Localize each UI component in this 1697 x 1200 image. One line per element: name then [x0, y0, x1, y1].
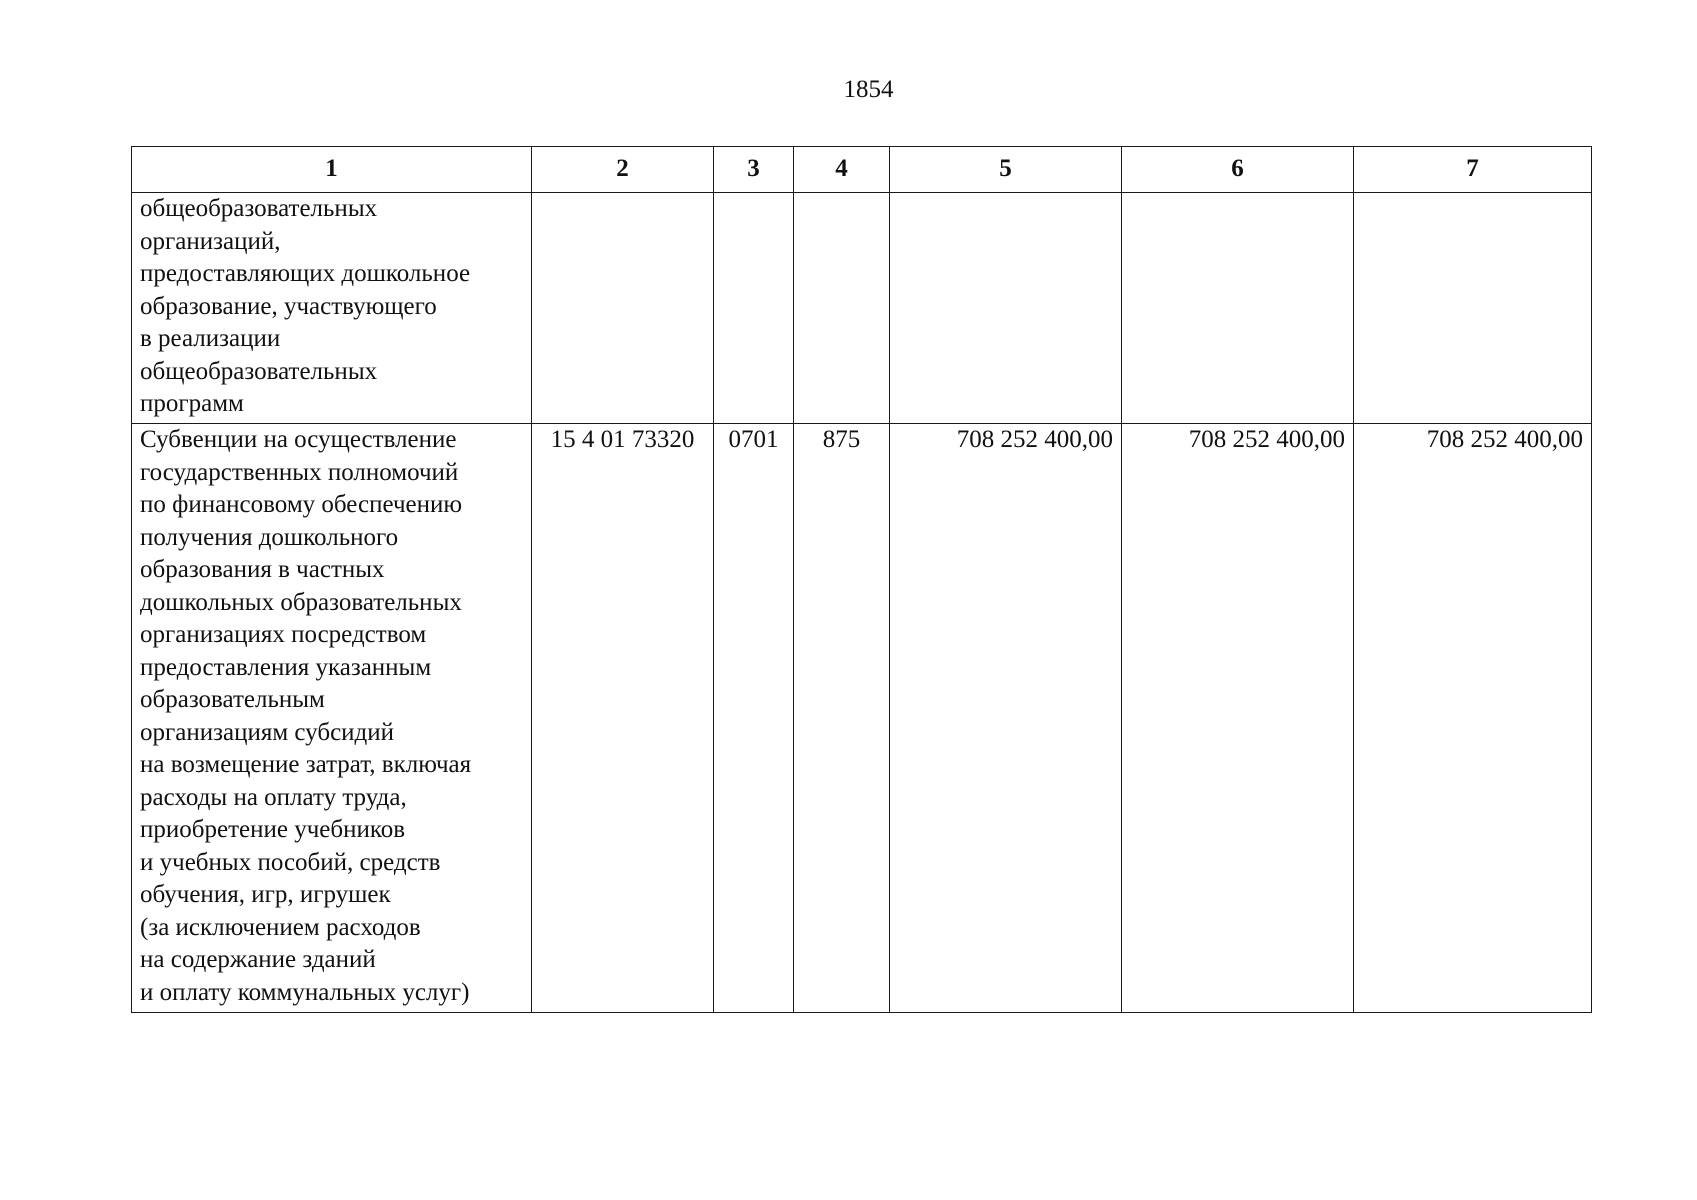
header-row: [132, 147, 1592, 193]
name-line: программ: [140, 390, 244, 417]
column-header: 5: [890, 147, 1122, 193]
page-number: 1854: [843, 76, 894, 103]
name-line: предоставления указанным: [140, 653, 432, 681]
row-name-cell: [132, 424, 532, 1013]
name-line: обучения, игр, игрушек: [140, 881, 391, 908]
name-line: образовательным: [140, 686, 325, 713]
name-line: организаций,: [140, 227, 281, 255]
name-line: по финансовому обеспечению: [140, 491, 463, 518]
name-line: в реализации: [140, 325, 281, 352]
budget-table: [131, 146, 1592, 1013]
name-line: и оплату коммунальных услуг): [140, 978, 470, 1006]
name-line: получения дошкольного: [140, 523, 399, 551]
name-line: организациям субсидий: [140, 718, 395, 746]
column-header: 6: [1122, 147, 1354, 193]
name-line: и учебных пособий, средств: [140, 848, 441, 876]
amount-cell: 708 252 400,00: [890, 424, 1122, 1013]
name-line: Субвенции на осуществление: [140, 426, 457, 453]
name-line: общеобразовательных: [140, 357, 378, 385]
section-code-cell: [714, 193, 794, 424]
name-line: (за исключением расходов: [140, 913, 421, 941]
name-line: общеобразовательных: [140, 195, 378, 222]
row-name-cell: [132, 193, 532, 424]
column-header: 2: [532, 147, 714, 193]
name-line: образования в частных: [140, 556, 385, 583]
amount-cell: 708 252 400,00: [1354, 424, 1592, 1013]
target-article-cell: 15 4 01 73320: [532, 424, 714, 1013]
name-line: расходы на оплату труда,: [140, 783, 407, 811]
table-row: [132, 424, 1592, 1013]
column-header: 3: [714, 147, 794, 193]
name-line: на содержание зданий: [140, 946, 376, 973]
column-header: 4: [794, 147, 890, 193]
name-line: образование, участвующего: [140, 292, 437, 320]
expense-type-cell: 875: [794, 424, 890, 1013]
name-line: приобретение учебников: [140, 816, 406, 843]
table-row: [132, 193, 1592, 424]
expense-type-cell: [794, 193, 890, 424]
column-header: 7: [1354, 147, 1592, 193]
amount-cell: [890, 193, 1122, 424]
amount-cell: 708 252 400,00: [1122, 424, 1354, 1013]
name-line: государственных полномочий: [140, 458, 459, 486]
name-line: предоставляющих дошкольное: [140, 260, 471, 287]
section-code-cell: 0701: [714, 424, 794, 1013]
amount-cell: [1354, 193, 1592, 424]
name-line: организациях посредством: [140, 621, 427, 648]
column-header: 1: [132, 147, 532, 193]
target-article-cell: [532, 193, 714, 424]
name-line: на возмещение затрат, включая: [140, 751, 472, 778]
name-line: дошкольных образовательных: [140, 588, 462, 616]
amount-cell: [1122, 193, 1354, 424]
